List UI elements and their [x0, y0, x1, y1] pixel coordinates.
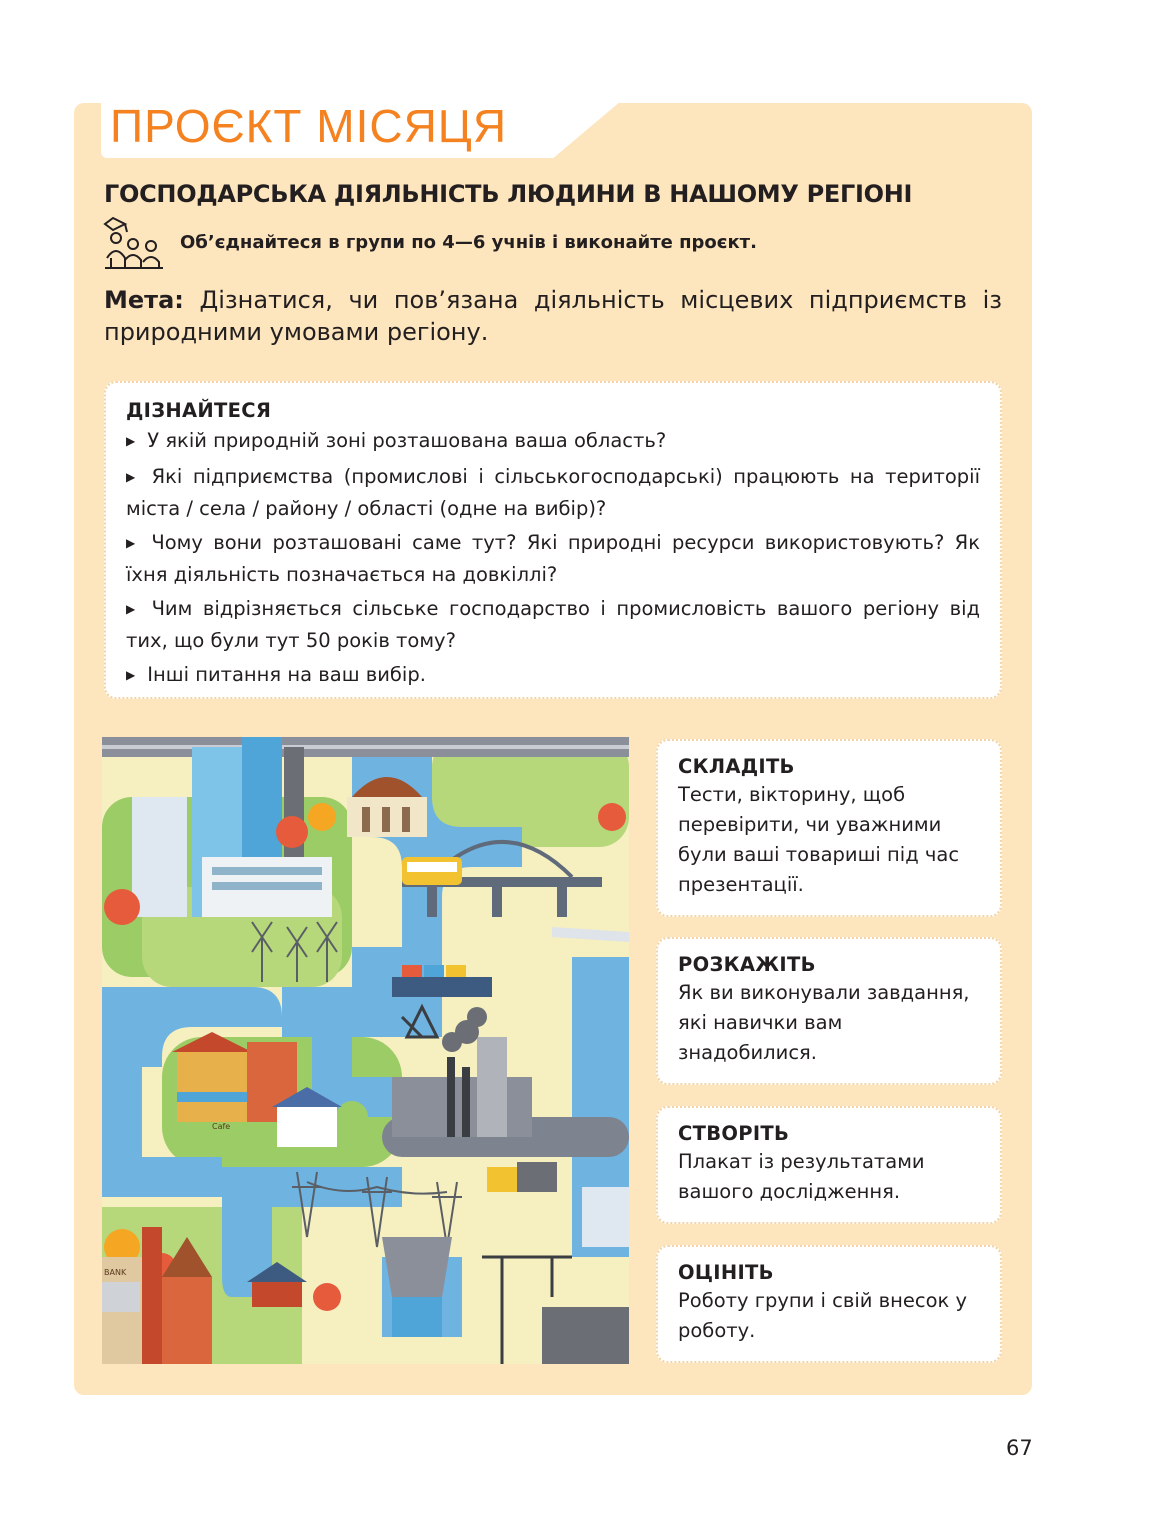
- task-text: Як ви виконували завдання, які навички вам знадобилися.: [678, 981, 970, 1064]
- list-item: [126, 660, 980, 692]
- goal-paragraph: [104, 284, 1002, 348]
- cafe-sign: Cafe: [212, 1122, 231, 1131]
- task-card-tell: [656, 937, 1002, 1085]
- triangle-bullet-icon: ▶: [126, 668, 136, 682]
- list-item-text: Інші питання на ваш вибір.: [147, 663, 426, 686]
- city-infographic-map-illustration: [102, 737, 629, 1364]
- triangle-bullet-icon: ▶: [126, 602, 140, 616]
- group-of-students-icon: [103, 214, 165, 270]
- task-text: Тести, вікторину, щоб перевірити, чи уважними були ваші товариші під час презентації.: [678, 783, 960, 896]
- task-text: Плакат із результатами вашого дослідження.: [678, 1150, 925, 1203]
- section-title: ПРОЄКТ МІСЯЦЯ: [110, 100, 508, 152]
- list-item: [126, 426, 980, 458]
- task-card-create: [656, 1106, 1002, 1224]
- project-heading: ГОСПОДАРСЬКА ДІЯЛЬНІСТЬ ЛЮДИНИ В НАШОМУ РЕГІОНІ: [104, 180, 913, 208]
- learn-title: ДІЗНАЙТЕСЯ: [126, 399, 272, 422]
- triangle-bullet-icon: ▶: [126, 434, 136, 448]
- task-text: Роботу групи і свій внесок у роботу.: [678, 1289, 968, 1342]
- list-item-text: Які підприємства (промислові і сільськогосподарські) працюють на території міста / села / району / області (одне на вибір)?: [126, 465, 981, 520]
- task-card-compose: [656, 739, 1002, 917]
- list-item-text: Чому вони розташовані саме тут? Які природні ресурси використовують? Як їхня діяльність позначається на довкіллі?: [126, 531, 980, 586]
- list-item: [126, 528, 980, 590]
- task-title: СТВОРІТЬ: [678, 1122, 790, 1145]
- triangle-bullet-icon: ▶: [126, 536, 140, 550]
- list-item: [126, 462, 980, 524]
- task-title: ОЦІНІТЬ: [678, 1261, 774, 1284]
- bank-sign: BANK: [104, 1268, 127, 1277]
- list-item-text: Чим відрізняється сільське господарство і промисловість вашого регіону від тих, що були тут 50 років тому?: [126, 597, 980, 652]
- triangle-bullet-icon: ▶: [126, 470, 140, 484]
- task-card-evaluate: [656, 1245, 1002, 1363]
- group-instruction: Об’єднайтеся в групи по 4—6 учнів і виконайте проєкт.: [180, 232, 757, 253]
- goal-label: Мета:: [104, 286, 184, 314]
- page-number: 67: [1006, 1436, 1033, 1460]
- task-title: РОЗКАЖІТЬ: [678, 953, 816, 976]
- list-item: [126, 594, 980, 656]
- list-item-text: У якій природній зоні розташована ваша область?: [147, 429, 667, 452]
- learn-list: [126, 426, 980, 692]
- goal-text: Дізнатися, чи пов’язана діяльність місцевих підприємств із природними умовами регіону.: [104, 286, 1002, 346]
- task-title: СКЛАДІТЬ: [678, 755, 795, 778]
- learn-card: [104, 381, 1002, 699]
